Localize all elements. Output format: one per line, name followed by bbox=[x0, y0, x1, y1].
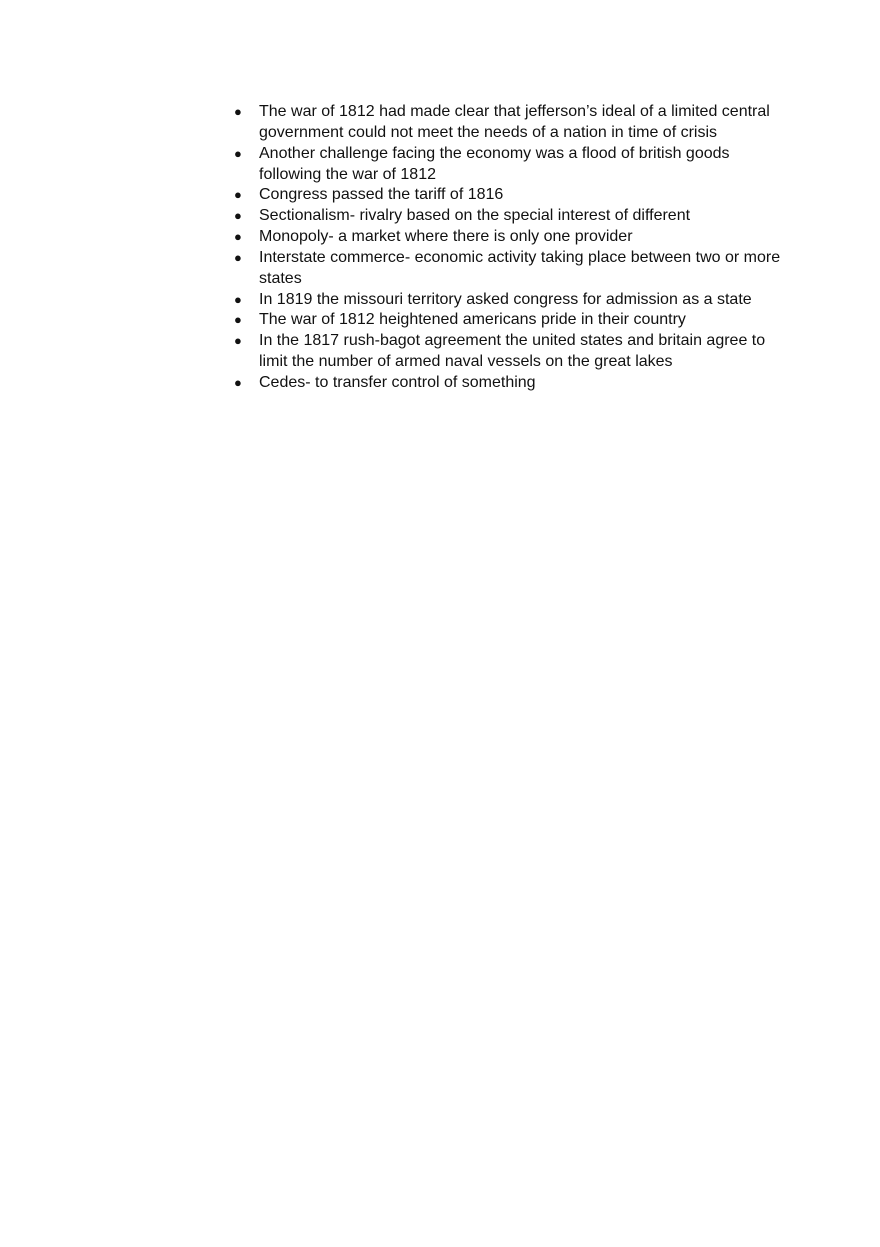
list-item-text: limit the number of armed naval vessels on the great lakes bbox=[259, 353, 673, 371]
bullet-icon: ● bbox=[234, 208, 242, 224]
list-item bbox=[230, 144, 780, 186]
bullet-icon: ● bbox=[234, 333, 242, 349]
list-item bbox=[230, 248, 780, 290]
list-item-text: government could not meet the needs of a nation in time of crisis bbox=[259, 123, 718, 141]
list-item bbox=[230, 310, 780, 331]
bullet-icon: ● bbox=[234, 104, 242, 119]
list-item-text: The war of 1812 had made clear that jefferson’s ideal of a limited central bbox=[259, 103, 770, 120]
list-item bbox=[230, 373, 780, 394]
bullet-icon: ● bbox=[234, 229, 242, 245]
list-item-text: Monopoly- a market where there is only one provider bbox=[259, 228, 633, 246]
bullet-icon: ● bbox=[234, 374, 242, 390]
list-item-text: Cedes- to transfer control of something bbox=[259, 373, 536, 391]
bullet-icon: ● bbox=[234, 187, 242, 203]
list-item bbox=[230, 227, 780, 248]
list-item-text: Another challenge facing the economy was a flood of british goods bbox=[259, 144, 730, 162]
list-item-text: states bbox=[259, 269, 302, 287]
list-item-text: Congress passed the tariff of 1816 bbox=[259, 186, 504, 204]
list-item bbox=[230, 185, 780, 206]
list-item bbox=[230, 331, 780, 373]
list-item bbox=[230, 102, 780, 144]
list-item bbox=[230, 290, 780, 311]
bullet-icon: ● bbox=[234, 249, 242, 265]
list-item-text: Sectionalism- rivalry based on the special interest of different bbox=[259, 207, 691, 225]
list-item-text: In the 1817 rush-bagot agreement the united states and britain agree to bbox=[259, 332, 766, 350]
bullet-icon: ● bbox=[234, 291, 242, 307]
list-item bbox=[230, 206, 780, 227]
list-item-text: following the war of 1812 bbox=[259, 165, 436, 183]
bullet-icon: ● bbox=[234, 312, 242, 328]
list-item-text: Interstate commerce- economic activity taking place between two or more bbox=[259, 248, 781, 266]
list-item-text: In 1819 the missouri territory asked congress for admission as a state bbox=[259, 290, 752, 308]
notes-bullet-list bbox=[230, 102, 780, 394]
bullet-icon: ● bbox=[234, 145, 242, 161]
list-item-text: The war of 1812 heightened americans pride in their country bbox=[259, 311, 686, 329]
